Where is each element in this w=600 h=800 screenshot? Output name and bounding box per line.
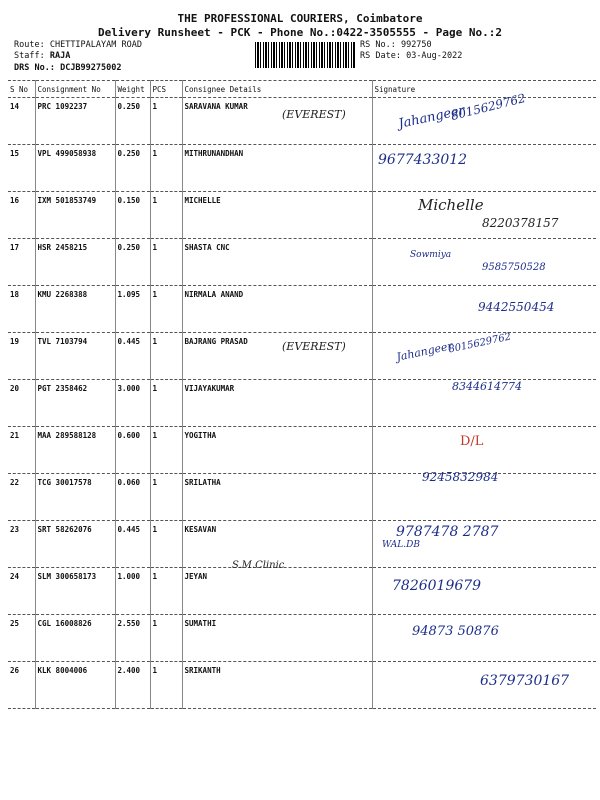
handwritten-phone: 9442550454: [478, 300, 555, 314]
handwritten-everest: (EVEREST): [282, 340, 346, 353]
cell-consignee: SRILATHA: [182, 474, 372, 521]
handwritten-phone: 94873 50876: [412, 624, 499, 639]
cell-weight: 1.095: [115, 286, 150, 333]
cell-consignment: TVL 7103794: [35, 333, 115, 380]
handwritten-dl: D/L: [460, 434, 484, 449]
staff-line: Staff: RAJA: [14, 51, 71, 61]
barcode: [255, 42, 355, 68]
cell-weight: 2.550: [115, 615, 150, 662]
handwritten-signature: Michelle: [418, 196, 484, 214]
handwritten-phone: 9245832984: [422, 470, 499, 484]
runsheet-table: [8, 80, 596, 709]
cell-pcs: 1: [150, 239, 182, 286]
cell-consignee: YOGITHA: [182, 427, 372, 474]
table-row: [8, 145, 596, 192]
cell-weight: 0.250: [115, 98, 150, 145]
col-signature: Signature: [372, 81, 596, 98]
cell-pcs: 1: [150, 521, 182, 568]
cell-consignee: SUMATHI: [182, 615, 372, 662]
cell-pcs: 1: [150, 662, 182, 709]
table-row: [8, 474, 596, 521]
handwritten-signature: Sowmiya: [410, 250, 452, 260]
cell-pcs: 1: [150, 192, 182, 239]
cell-consignee: SRIKANTH: [182, 662, 372, 709]
table-row: [8, 521, 596, 568]
cell-consignee: NIRMALA ANAND: [182, 286, 372, 333]
cell-sno: 14: [8, 98, 35, 145]
handwritten-note: S.M.Clinic: [232, 560, 285, 571]
cell-pcs: 1: [150, 145, 182, 192]
route-line: Route: CHETTIPALAYAM ROAD: [14, 40, 142, 50]
cell-weight: 2.400: [115, 662, 150, 709]
cell-consignment: HSR 2458215: [35, 239, 115, 286]
cell-sno: 25: [8, 615, 35, 662]
cell-pcs: 1: [150, 474, 182, 521]
cell-consignment: IXM 501853749: [35, 192, 115, 239]
rs-date-value: 03-Aug-2022: [406, 51, 463, 61]
handwritten-phone: 6379730167: [480, 673, 570, 689]
cell-sno: 18: [8, 286, 35, 333]
cell-consignment: VPL 499058938: [35, 145, 115, 192]
handwritten-phone: 8220378157: [482, 216, 559, 230]
col-sno: S No: [8, 81, 35, 98]
col-consignment: Consignment No: [35, 81, 115, 98]
cell-consignment: KLK 8004006: [35, 662, 115, 709]
cell-sno: 16: [8, 192, 35, 239]
cell-consignee: JEYAN: [182, 568, 372, 615]
cell-consignee: SHASTA CNC: [182, 239, 372, 286]
cell-consignee: VIJAYAKUMAR: [182, 380, 372, 427]
cell-consignment: SLM 300658173: [35, 568, 115, 615]
cell-pcs: 1: [150, 98, 182, 145]
handwritten-signature: Jahangeer: [397, 103, 467, 132]
cell-pcs: 1: [150, 333, 182, 380]
cell-sno: 26: [8, 662, 35, 709]
rs-date-line: RS Date: 03-Aug-2022: [360, 51, 463, 61]
col-pcs: PCS: [150, 81, 182, 98]
cell-sno: 15: [8, 145, 35, 192]
cell-pcs: 1: [150, 615, 182, 662]
handwritten-phone: 9787478 2787: [396, 524, 499, 540]
cell-weight: 0.250: [115, 239, 150, 286]
runsheet-subtitle: Delivery Runsheet - PCK - Phone No.:0422-3505555 - Page No.:2: [98, 26, 502, 39]
cell-sno: 23: [8, 521, 35, 568]
drs-value: DCJB99275002: [60, 63, 122, 73]
cell-sno: 21: [8, 427, 35, 474]
handwritten-signature: Jahangeer: [395, 339, 454, 364]
cell-consignment: SRT 58262076: [35, 521, 115, 568]
cell-consignment: CGL 16008826: [35, 615, 115, 662]
staff-value: RAJA: [49, 51, 71, 61]
handwritten-phone: 9677433012: [378, 152, 468, 168]
cell-consignee: SARAVANA KUMAR: [182, 98, 372, 145]
cell-signature: [372, 192, 596, 239]
cell-consignee: KESAVAN: [182, 521, 372, 568]
table-row: [8, 615, 596, 662]
drs-line: DRS No.: DCJB99275002: [14, 63, 122, 73]
cell-weight: 0.250: [115, 145, 150, 192]
cell-pcs: 1: [150, 427, 182, 474]
cell-weight: 0.150: [115, 192, 150, 239]
cell-pcs: 1: [150, 380, 182, 427]
cell-consignment: KMU 2268388: [35, 286, 115, 333]
handwritten-note: WAL.DB: [382, 540, 420, 550]
handwritten-phone: 7826019679: [392, 578, 482, 594]
cell-weight: 1.000: [115, 568, 150, 615]
cell-sno: 19: [8, 333, 35, 380]
cell-pcs: 1: [150, 286, 182, 333]
handwritten-phone: 9585750528: [482, 262, 546, 273]
cell-signature: [372, 427, 596, 474]
cell-consignment: PGT 2358462: [35, 380, 115, 427]
company-title: THE PROFESSIONAL COURIERS, Coimbatore: [177, 12, 423, 25]
handwritten-phone: 8344614774: [452, 380, 522, 393]
cell-consignment: MAA 289588128: [35, 427, 115, 474]
cell-consignee: MICHELLE: [182, 192, 372, 239]
rs-no-line: RS No.: 992750: [360, 40, 432, 50]
cell-sno: 24: [8, 568, 35, 615]
handwritten-phone: 8015629762: [447, 331, 513, 356]
cell-consignment: PRC 1092237: [35, 98, 115, 145]
table-row: [8, 568, 596, 615]
cell-sno: 17: [8, 239, 35, 286]
cell-consignee: MITHRUNANDHAN: [182, 145, 372, 192]
cell-pcs: 1: [150, 568, 182, 615]
col-weight: Weight: [115, 81, 150, 98]
cell-consignee: BAJRANG PRASAD: [182, 333, 372, 380]
handwritten-phone: 8015629762: [449, 90, 527, 124]
cell-weight: 0.445: [115, 521, 150, 568]
table-row: [8, 427, 596, 474]
cell-consignment: TCG 30017578: [35, 474, 115, 521]
cell-weight: 0.060: [115, 474, 150, 521]
cell-sno: 20: [8, 380, 35, 427]
route-value: CHETTIPALAYAM ROAD: [49, 40, 142, 50]
cell-weight: 0.445: [115, 333, 150, 380]
cell-weight: 3.000: [115, 380, 150, 427]
cell-sno: 22: [8, 474, 35, 521]
handwritten-everest: (EVEREST): [282, 108, 346, 121]
table-row: [8, 192, 596, 239]
col-consignee: Consignee Details: [182, 81, 372, 98]
cell-weight: 0.600: [115, 427, 150, 474]
rs-no-value: 992750: [400, 40, 432, 50]
